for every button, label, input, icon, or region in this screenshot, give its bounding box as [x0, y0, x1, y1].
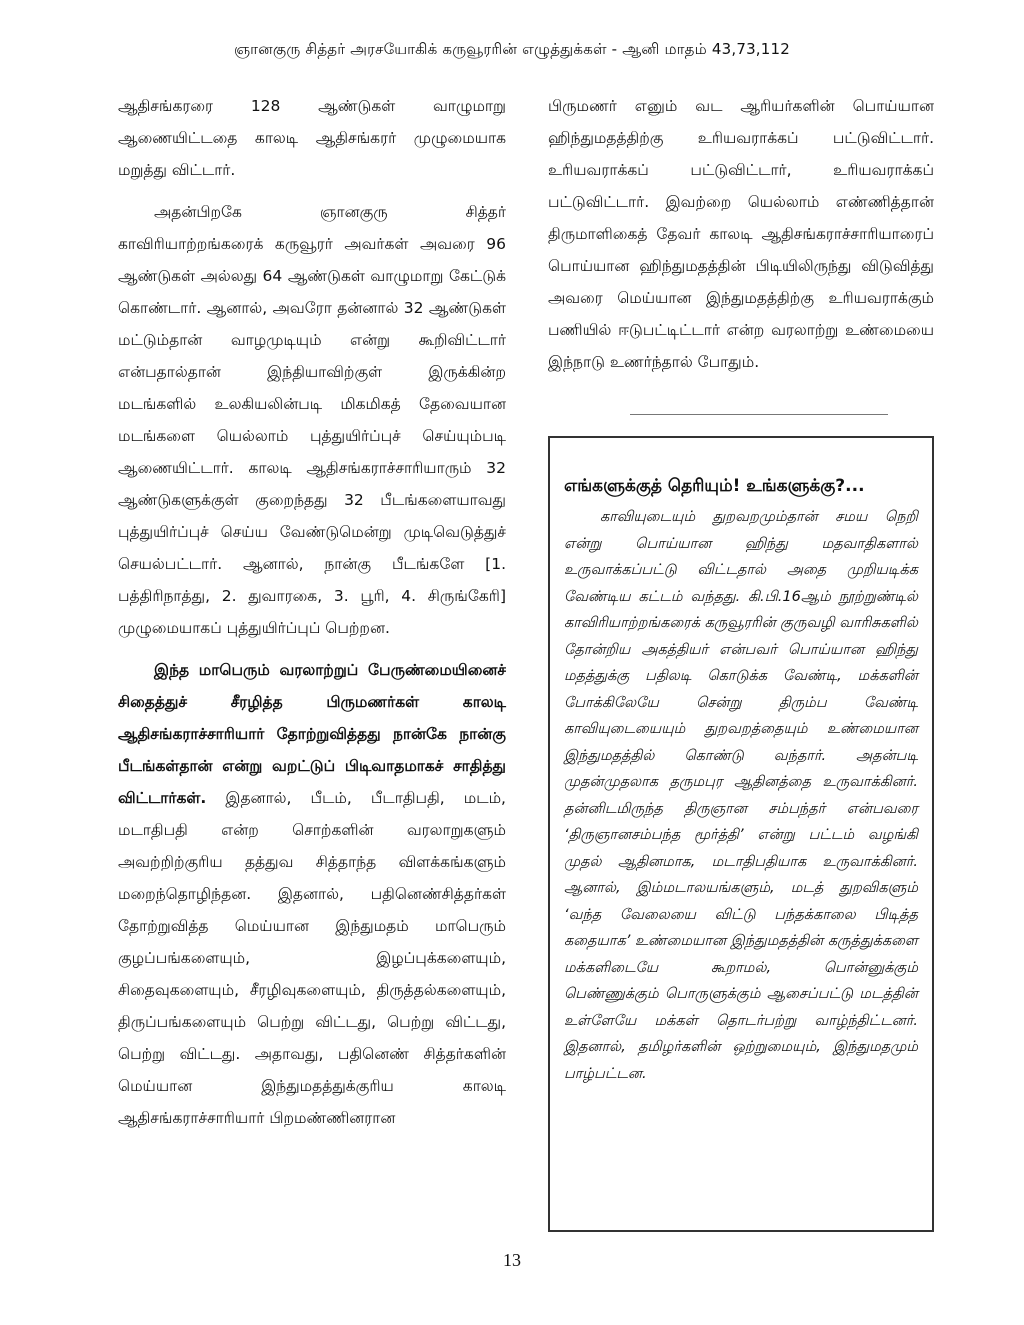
paragraph-4: பிருமணர் எனும் வட ஆரியர்களின் பொய்யான ஹிந்துமதத்திற்கு உரியவராக்கப் பட்டுவிட்டார். உரியவராக்கப் பட்டுவிட்டார், உரியவராக்கப் பட்டுவிட்டார். இவற்றை யெல்லாம் எண்ணித்தான் திருமாளிகைத் தேவர் காலடி ஆதிசங்கராச்சாரியாரைப் பொய்யான ஹிந்துமதத்தின் பிடியிலிருந்து விடுவித்து அவரை மெய்யான இந்துமதத்திற்கு உரியவராக்கும் பணியில் ஈடுபட்டிட்டார் என்ற வரலாற்று உண்மையை இந்நாடு உணர்ந்தால் போதும்.	[548, 97, 934, 371]
left-column	[118, 90, 506, 1134]
page-number: 13	[503, 1250, 521, 1270]
paragraph-1: ஆதிசங்கரரை 128 ஆண்டுகள் வாழுமாறு ஆணையிட்டதை காலடி ஆதிசங்கரர் முழுமையாக மறுத்து விட்டார்.	[118, 97, 506, 179]
section-divider	[630, 414, 888, 415]
page-header: ஞானகுரு சித்தர் அரசயோகிக் கருவூரரின் எழுத்துக்கள் - ஆனி மாதம் 43,73,112	[233, 40, 791, 58]
box-body: காவியுடையும் துறவறமும்தான் சமய நெறி என்று பொய்யான ஹிந்து மதவாதிகளால் உருவாக்கப்பட்டு விட்டதால் அதை முறியடிக்க வேண்டிய கட்டம் வந்தது. கி.பி.16ஆம் நூற்றுண்டில் காவிரியாற்றங்கரைக் கருவூரரின் குருவழி வாரிசுகளில் தோன்றிய அகத்தியர் என்பவர் பொய்யான ஹிந்து மதத்துக்கு பதிலடி கொடுக்க வேண்டி, மக்களின் போக்கிலேயே சென்று திரும்ப வேண்டி காவியுடையையும் துறவறத்தையும் உண்மையான இந்துமதத்தில் கொண்டு வந்தார். அதன்படி முதன்முதலாக தருமபுர ஆதினத்தை உருவாக்கினர். தன்னிடமிருந்த திருஞான சம்பந்தர் என்பவரை ‘திருஞானசம்பந்த மூர்த்தி’ என்று பட்டம் வழங்கி முதல் ஆதினமாக, மடாதிபதியாக உருவாக்கினர். ஆனால், இம்மடாலயங்களும், மடத் துறவிகளும் ‘வந்த வேலையை விட்டு பந்தக்காலை பிடித்த கதையாக’ உண்மையான இந்துமதத்தின் கருத்துக்களை மக்களிடையே கூறாமல், பொன்னுக்கும் பெண்ணுக்கும் பொருளுக்கும் ஆசைப்பட்டு மடத்தின் உள்ளேயே மக்கள் தொடர்பற்று வாழ்ந்திட்டனர். இதனால், தமிழர்களின் ஒற்றுமையும், இந்துமதமும் பாழ்பட்டன.	[564, 509, 918, 1082]
sidebar-box	[548, 436, 934, 1232]
paragraph-3	[118, 654, 506, 1134]
paragraph-3-emphasis: இந்த மாபெரும் வரலாற்றுப் பேருண்மையினைச் சிதைத்துச் சீரழித்த பிருமணர்கள் காலடி ஆதிசங்கராச்சாரியார் தோற்றுவித்தது நான்கே நான்கு பீடங்கள்தான் என்று வறட்டுப் பிடிவாதமாகச் சாதித்து விட்டார்கள்.	[118, 661, 506, 807]
paragraph-2: அதன்பிறகே ஞானகுரு சித்தர் காவிரியாற்றங்கரைக் கருவூரர் அவர்கள் அவரை 96 ஆண்டுகள் அல்லது 64 ஆண்டுகள் வாழுமாறு கேட்டுக் கொண்டார். ஆனால், அவரோ தன்னால் 32 ஆண்டுகள் மட்டும்தான் வாழமுடியும் என்று கூறிவிட்டார் என்பதால்தான் இந்தியாவிற்குள் இருக்கின்ற மடங்களில் உலகியலின்படி மிகமிகத் தேவையான மடங்களை யெல்லாம் புத்துயிர்ப்புச் செய்யும்படி ஆணையிட்டார். காலடி ஆதிசங்கராச்சாரியாரும் 32 ஆண்டுகளுக்குள் குறைந்தது 32 பீடங்களையாவது புத்துயிர்ப்புச் செய்ய வேண்டுமென்று முடிவெடுத்துச் செயல்பட்டார். ஆனால், நான்கு பீடங்களே [1. பத்திரிநாத்து, 2. துவாரகை, 3. பூரி, 4. சிருங்கேரி] முழுமையாகப் புத்துயிர்ப்புப் பெற்றன.	[118, 203, 506, 637]
paragraph-3-text: இதனால், பீடம், பீடாதிபதி, மடம், மடாதிபதி என்ற சொற்களின் வரலாறுகளும் அவற்றிற்குரிய தத்துவ சித்தாந்த விளக்கங்களும் மறைந்தொழிந்தன. இதனால், பதினெண்சித்தர்கள் தோற்றுவித்த மெய்யான இந்துமதம் மாபெரும் குழப்பங்களையும், இழப்புக்களையும், சிதைவுகளையும், சீரழிவுகளையும், திருத்தல்களையும், திருப்பங்களையும் பெற்று விட்டது, பெற்று விட்டது, பெற்று விட்டது. அதாவது, பதினெண் சித்தர்களின் மெய்யான இந்துமதத்துக்குரிய காலடி ஆதிசங்கராச்சாரியார் பிறமண்ணினரான	[118, 789, 506, 1127]
box-title: எங்களுக்குத் தெரியும்! உங்களுக்கு?...	[564, 476, 865, 496]
right-column	[548, 90, 934, 378]
